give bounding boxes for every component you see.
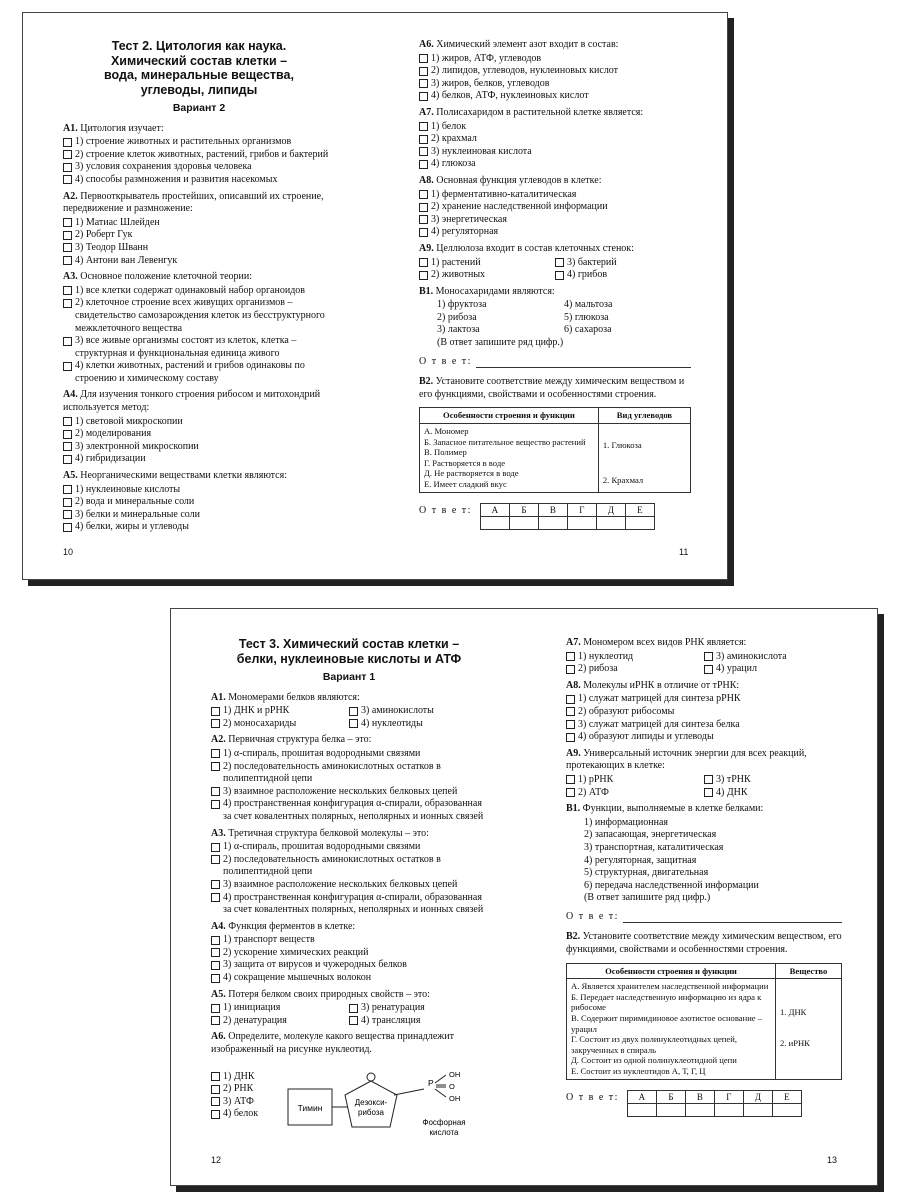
option-text: 1) ферментативно-каталитическая bbox=[431, 188, 577, 200]
checkbox[interactable] bbox=[419, 258, 428, 267]
checkbox[interactable] bbox=[211, 880, 220, 889]
question-a9: А9. Универсальный источник энергии для всех реакций, протекающих в клетке: 1) рРНК 3) тРНК 2) АТФ 4) ДНК bbox=[566, 748, 842, 799]
acid-label-line1: Фосфорная bbox=[422, 1118, 466, 1127]
question bbox=[63, 271, 335, 385]
checkbox[interactable] bbox=[704, 788, 713, 797]
option-text: 3) белки и минеральные соли bbox=[75, 508, 200, 520]
checkbox[interactable] bbox=[211, 787, 220, 796]
checkbox[interactable] bbox=[211, 719, 220, 728]
question-number: А7. bbox=[419, 106, 434, 118]
page-10-column bbox=[63, 39, 335, 538]
checkbox[interactable] bbox=[63, 442, 72, 451]
answer-option[interactable]: 2) РНК bbox=[211, 1083, 281, 1096]
checkbox[interactable] bbox=[349, 1004, 358, 1013]
checkbox[interactable] bbox=[63, 299, 72, 308]
answer-option[interactable] bbox=[63, 217, 335, 230]
option-text: 1) строение животных и растительных организмов bbox=[75, 136, 292, 148]
question-text: Химический элемент азот входит в состав: bbox=[436, 39, 619, 50]
checkbox[interactable] bbox=[211, 948, 220, 957]
question-number: А3. bbox=[211, 827, 226, 839]
answer-option[interactable] bbox=[419, 201, 691, 214]
test-title: Тест 3. Химический состав клетки – белки, нуклеиновые кислоты и АТФ bbox=[236, 637, 462, 666]
checkbox[interactable] bbox=[419, 215, 428, 224]
checkbox[interactable] bbox=[63, 175, 72, 184]
checkbox[interactable] bbox=[419, 135, 428, 144]
checkbox[interactable] bbox=[419, 79, 428, 88]
page-11-column bbox=[419, 39, 691, 530]
question-a1: А1. Мономерами белков являются: 1) ДНК и рРНК 3) аминокислоты 2) моносахариды 4) нуклеотиды bbox=[211, 692, 487, 731]
question bbox=[419, 39, 691, 103]
question-text: Основное положение клеточной теории: bbox=[80, 271, 252, 283]
answer-option[interactable] bbox=[419, 146, 691, 159]
option-text: 1) жиров, АТФ, углеводов bbox=[431, 52, 542, 64]
answer-option[interactable] bbox=[211, 748, 487, 761]
option-text: 3) взаимное расположение нескольких белковых цепей bbox=[223, 785, 458, 797]
checkbox[interactable] bbox=[704, 775, 713, 784]
phosphorus-label: P bbox=[428, 1078, 434, 1088]
checkbox[interactable] bbox=[419, 160, 428, 169]
checkbox[interactable] bbox=[63, 523, 72, 532]
answer-option[interactable]: 3) аминокислота bbox=[704, 651, 842, 664]
answer-line[interactable]: О т в е т: bbox=[419, 356, 691, 369]
checkbox[interactable] bbox=[419, 203, 428, 212]
answer-option[interactable]: 2) животных bbox=[419, 269, 555, 282]
question-a6: А6. Определите, молекуле какого вещества принадлежит изображенный на рисунке нуклеотид. 1) ДНК 2) РНК 3) АТФ 4) белок bbox=[211, 1031, 454, 1120]
checkbox[interactable] bbox=[211, 707, 220, 716]
checkbox[interactable] bbox=[555, 271, 564, 280]
option-text: 4) способы размножения и развития насекомых bbox=[75, 173, 278, 185]
answer-option[interactable] bbox=[211, 934, 487, 947]
question bbox=[63, 123, 335, 187]
question-list bbox=[211, 734, 487, 984]
question-b1: В1. Функции, выполняемые в клетке белками: 1) информационная 2) запасающая, энергетическая 3) транспортная, каталитическая 4) регуляторная, защитная 5) структурная, двигательная 6) передача наследственной информации (В ответ запишите ряд цифр.) bbox=[566, 803, 764, 904]
option-text: 3) взаимное расположение нескольких белковых цепей bbox=[223, 878, 458, 890]
option-text: 1) белок bbox=[431, 120, 467, 132]
answer-grid: А Б В Г Д Е bbox=[627, 1090, 802, 1118]
answer-option[interactable]: 4) белок bbox=[211, 1108, 281, 1121]
answer-cell[interactable] bbox=[567, 517, 596, 530]
answer-option[interactable]: 1) растений bbox=[419, 257, 555, 270]
answer-cell[interactable] bbox=[656, 1104, 685, 1117]
answer-option[interactable]: 1) инициация bbox=[211, 1002, 349, 1015]
answer-option[interactable] bbox=[63, 229, 335, 242]
option-text: 1) нуклеиновые кислоты bbox=[75, 483, 181, 495]
answer-option[interactable] bbox=[211, 786, 487, 799]
answer-cell[interactable] bbox=[625, 517, 654, 530]
question-number: А6. bbox=[419, 39, 434, 50]
answer-cell[interactable] bbox=[743, 1104, 772, 1117]
bond-line bbox=[394, 1089, 424, 1095]
option-text: 1) α-спираль, прошитая водородными связями bbox=[223, 841, 421, 853]
checkbox[interactable] bbox=[566, 775, 575, 784]
question-number: А1. bbox=[63, 122, 78, 134]
checkbox[interactable] bbox=[63, 510, 72, 519]
answer-option[interactable]: 2) рибоза bbox=[566, 663, 704, 676]
answer-option[interactable] bbox=[419, 53, 691, 66]
base-label: Тимин bbox=[297, 1103, 323, 1113]
answer-option[interactable] bbox=[211, 798, 487, 823]
book-spread-test-2 bbox=[22, 12, 728, 580]
checkbox[interactable] bbox=[566, 652, 575, 661]
answer-option[interactable] bbox=[419, 158, 691, 171]
option-text: 2) липидов, углеводов, нуклеиновых кислот bbox=[431, 65, 619, 77]
answer-grid-row: О т в е т: А Б В Г Д Е bbox=[566, 1090, 842, 1118]
option-text: 4) пространственная конфигурация α-спирали, образованная за счет ковалентных полярных, неполярных и ионных связей bbox=[223, 798, 484, 822]
answer-cell[interactable] bbox=[772, 1104, 801, 1117]
answer-option[interactable]: 4) образуют липиды и углеводы bbox=[566, 731, 842, 744]
oh-label: OH bbox=[449, 1094, 461, 1103]
answer-option[interactable] bbox=[211, 879, 487, 892]
option-text: 3) Теодор Шванн bbox=[75, 241, 149, 253]
checkbox[interactable] bbox=[704, 652, 713, 661]
sugar-label-line2: рибоза bbox=[358, 1108, 384, 1117]
option-text: 1) α-спираль, прошитая водородными связями bbox=[223, 747, 421, 759]
question-list bbox=[419, 39, 691, 239]
checkbox[interactable] bbox=[211, 749, 220, 758]
question-b1: В1. Моносахаридами являются: 1) фруктоза 4) мальтоза 2) рибоза 5) глюкоза 3) лактоза 6) сахароза (В ответ запишите ряд цифр.) bbox=[419, 285, 613, 349]
answer-option[interactable] bbox=[419, 189, 691, 202]
checkbox[interactable] bbox=[349, 1016, 358, 1025]
checkbox[interactable] bbox=[211, 1097, 220, 1106]
checkbox[interactable] bbox=[63, 498, 72, 507]
option-text: 2) последовательность аминокислотных остатков в полипептидной цепи bbox=[223, 853, 441, 878]
question-text: Неорганическими веществами клетки являются: bbox=[80, 470, 287, 482]
answer-cell[interactable] bbox=[596, 517, 625, 530]
checkbox[interactable] bbox=[704, 665, 713, 674]
option-text: 1) транспорт веществ bbox=[223, 934, 315, 946]
oh-label: OH bbox=[449, 1070, 461, 1079]
checkbox[interactable] bbox=[211, 1085, 220, 1094]
checkbox[interactable] bbox=[419, 92, 428, 101]
answer-option[interactable] bbox=[63, 416, 335, 429]
option-text: 3) условия сохранения здоровья человека bbox=[75, 161, 252, 173]
checkbox[interactable] bbox=[211, 843, 220, 852]
answer-option[interactable] bbox=[63, 360, 335, 385]
answer-line[interactable]: О т в е т: bbox=[566, 911, 842, 924]
checkbox[interactable] bbox=[63, 430, 72, 439]
option-text: 1) все клетки содержат одинаковый набор органоидов bbox=[75, 284, 306, 296]
option-text: 3) электронной микроскопии bbox=[75, 440, 199, 452]
answer-option[interactable]: 2) образуют рибосомы bbox=[566, 706, 842, 719]
checkbox[interactable] bbox=[419, 122, 428, 131]
option-text: 2) моделирования bbox=[75, 428, 152, 440]
checkbox[interactable] bbox=[419, 54, 428, 63]
answer-cell[interactable] bbox=[714, 1104, 743, 1117]
answer-cell[interactable] bbox=[538, 517, 567, 530]
answer-option[interactable]: 4) ДНК bbox=[704, 787, 842, 800]
option-text: 3) нуклеиновая кислота bbox=[431, 145, 532, 157]
answer-option[interactable]: 1) ДНК и рРНК bbox=[211, 705, 349, 718]
option-text: 2) ускорение химических реакций bbox=[223, 946, 369, 958]
option-text: 2) клеточное строение всех живущих организмов – свидетельство самозарождения клеток из бесструктурного межклеточного вещества bbox=[75, 297, 325, 334]
checkbox[interactable] bbox=[555, 258, 564, 267]
answer-cell[interactable] bbox=[509, 517, 538, 530]
o-label: O bbox=[449, 1082, 455, 1091]
answer-cell[interactable] bbox=[685, 1104, 714, 1117]
answer-option[interactable] bbox=[211, 959, 487, 972]
answer-cell[interactable] bbox=[480, 517, 509, 530]
page-number: 10 bbox=[63, 547, 74, 557]
answer-option[interactable] bbox=[211, 972, 487, 985]
answer-option[interactable] bbox=[419, 65, 691, 78]
answer-option[interactable] bbox=[211, 841, 487, 854]
answer-grid-row: О т в е т: А Б В Г Д Е bbox=[419, 503, 691, 531]
answer-option[interactable]: 4) грибов bbox=[555, 269, 691, 282]
answer-option[interactable] bbox=[63, 149, 335, 162]
option-text: 4) белков, АТФ, нуклеиновых кислот bbox=[431, 90, 589, 102]
question-b2: В2. Установите соответствие между химическим веществом и его функциями, свойствами и особенностями строения. bbox=[419, 376, 685, 400]
answer-option[interactable] bbox=[419, 214, 691, 227]
option-text: 2) вода и минеральные соли bbox=[75, 496, 195, 508]
option-text: 2) хранение наследственной информации bbox=[431, 201, 608, 213]
answer-option[interactable] bbox=[63, 297, 335, 335]
checkbox[interactable] bbox=[63, 243, 72, 252]
answer-option[interactable] bbox=[63, 335, 335, 360]
page-12-column bbox=[211, 637, 487, 1125]
answer-option[interactable]: 3) бактерий bbox=[555, 257, 691, 270]
option-text: 4) Антони ван Левенгук bbox=[75, 254, 178, 266]
checkbox[interactable] bbox=[63, 362, 72, 371]
option-text: 2) последовательность аминокислотных остатков в полипептидной цепи bbox=[223, 760, 441, 785]
answer-option[interactable]: 1) рРНК bbox=[566, 774, 704, 787]
question-number: А8. bbox=[419, 174, 434, 186]
question bbox=[63, 191, 335, 268]
checkbox[interactable] bbox=[566, 707, 575, 716]
answer-option[interactable] bbox=[211, 947, 487, 960]
option-text: 4) пространственная конфигурация α-спирали, образованная за счет ковалентных полярных, неполярных и ионных связей bbox=[223, 891, 484, 916]
answer-option[interactable] bbox=[211, 892, 487, 917]
checkbox[interactable] bbox=[566, 720, 575, 729]
checkbox[interactable] bbox=[349, 707, 358, 716]
checkbox[interactable] bbox=[566, 665, 575, 674]
answer-option[interactable]: 3) тРНК bbox=[704, 774, 842, 787]
question-a7: А7. Мономером всех видов РНК является: 1) нуклеотид 3) аминокислота 2) рибоза 4) урацил bbox=[566, 637, 842, 676]
question-text: Третичная структура белковой молекулы – это: bbox=[228, 827, 429, 839]
option-text: 4) гибридизации bbox=[75, 453, 146, 465]
checkbox[interactable] bbox=[211, 855, 220, 864]
checkbox[interactable] bbox=[211, 974, 220, 983]
answer-option[interactable] bbox=[419, 133, 691, 146]
answer-option[interactable]: 4) нуклеотиды bbox=[349, 718, 487, 731]
answer-option[interactable]: 2) моносахариды bbox=[211, 718, 349, 731]
answer-option[interactable]: 3) ренатурация bbox=[349, 1002, 487, 1015]
option-text: 1) световой микроскопии bbox=[75, 415, 183, 427]
option-text: 1) Матиас Шлейден bbox=[75, 216, 160, 228]
answer-option[interactable] bbox=[63, 285, 335, 298]
bond-line bbox=[435, 1089, 446, 1097]
nucleotide-diagram bbox=[286, 1065, 486, 1145]
question bbox=[211, 921, 487, 985]
checkbox[interactable] bbox=[566, 695, 575, 704]
answer-option[interactable]: 3) аминокислоты bbox=[349, 705, 487, 718]
question-text: Полисахаридом в растительной клетке является: bbox=[436, 106, 644, 118]
question-list bbox=[63, 123, 335, 534]
checkbox[interactable] bbox=[211, 762, 220, 771]
answer-option[interactable]: 3) служат матрицей для синтеза белка bbox=[566, 719, 842, 732]
variant-label: Вариант 1 bbox=[322, 671, 376, 683]
bond-line bbox=[435, 1075, 446, 1083]
answer-option[interactable]: 1) ДНК bbox=[211, 1071, 281, 1084]
checkbox[interactable] bbox=[63, 138, 72, 147]
answer-option[interactable] bbox=[63, 509, 335, 522]
page-number: 11 bbox=[679, 547, 689, 557]
oxygen-ring-atom bbox=[367, 1073, 375, 1081]
question-text: Первичная структура белка – это: bbox=[228, 734, 372, 746]
answer-option[interactable] bbox=[419, 78, 691, 91]
question-number: А5. bbox=[63, 470, 78, 482]
checkbox[interactable] bbox=[566, 788, 575, 797]
answer-option[interactable] bbox=[211, 761, 487, 786]
question-number: А4. bbox=[211, 920, 226, 932]
checkbox[interactable] bbox=[419, 228, 428, 237]
question bbox=[63, 389, 335, 466]
answer-option[interactable] bbox=[63, 255, 335, 268]
option-text: 4) белки, жиры и углеводы bbox=[75, 521, 189, 533]
question bbox=[419, 175, 691, 239]
answer-option[interactable]: 2) денатурация bbox=[211, 1015, 349, 1028]
checkbox[interactable] bbox=[63, 150, 72, 159]
option-text: 2) строение клеток животных, растений, грибов и бактерий bbox=[75, 148, 329, 160]
question-text: Цитология изучает: bbox=[80, 122, 164, 134]
checkbox[interactable] bbox=[211, 1072, 220, 1081]
checkbox[interactable] bbox=[63, 218, 72, 227]
checkbox[interactable] bbox=[63, 455, 72, 464]
answer-option[interactable] bbox=[211, 854, 487, 879]
checkbox[interactable] bbox=[211, 1004, 220, 1013]
checkbox[interactable] bbox=[63, 337, 72, 346]
checkbox[interactable] bbox=[63, 286, 72, 295]
answer-option[interactable] bbox=[419, 226, 691, 239]
question-b2: В2. Установите соответствие между химическим веществом, его функциями, свойствами и особенностями строения. bbox=[566, 931, 842, 956]
answer-option[interactable] bbox=[63, 453, 335, 466]
question bbox=[211, 828, 487, 917]
checkbox[interactable] bbox=[63, 163, 72, 172]
checkbox[interactable] bbox=[63, 417, 72, 426]
answer-option[interactable] bbox=[419, 121, 691, 134]
question-text: Функция ферментов в клетке: bbox=[228, 920, 356, 932]
question bbox=[63, 470, 335, 534]
option-text: 3) жиров, белков, углеводов bbox=[431, 77, 550, 89]
answer-cell[interactable] bbox=[627, 1104, 656, 1117]
answer-option[interactable]: 4) урацил bbox=[704, 663, 842, 676]
option-text: 3) защита от вирусов и чужеродных белков bbox=[223, 959, 407, 971]
sugar-label-line1: Дезокси- bbox=[354, 1098, 388, 1107]
option-text: 3) все живые организмы состоят из клеток, клетка – структурная и функциональная единица живого bbox=[75, 335, 297, 359]
checkbox[interactable] bbox=[419, 67, 428, 76]
answer-option[interactable] bbox=[63, 496, 335, 509]
answer-option[interactable] bbox=[419, 90, 691, 103]
matching-table: Особенности строения и функции Вид углеводов А. Мономер Б. Запасное питательное вещество растений В. Полимер Г. Растворяется в воде Д. Не растворяется в воде Е. Имеет сладкий вкус 1. Глюкоза 2. Крахмал bbox=[419, 407, 691, 492]
answer-option[interactable] bbox=[63, 441, 335, 454]
page-13-column bbox=[566, 637, 842, 1117]
answer-option[interactable] bbox=[63, 242, 335, 255]
checkbox[interactable] bbox=[211, 800, 220, 809]
answer-option[interactable]: 1) служат матрицей для синтеза рРНК bbox=[566, 693, 842, 706]
checkbox[interactable] bbox=[566, 733, 575, 742]
test-title: Тест 2. Цитология как наука. Химический состав клетки – вода, минеральные вещества, углеводы, липиды bbox=[104, 39, 294, 97]
checkbox[interactable] bbox=[211, 1016, 220, 1025]
answer-field[interactable] bbox=[476, 358, 691, 368]
answer-option[interactable]: 4) трансляция bbox=[349, 1015, 487, 1028]
book-spread-test-3 bbox=[170, 608, 878, 1186]
option-text: 4) клетки животных, растений и грибов одинаковы по строению и химическому составу bbox=[75, 360, 305, 384]
checkbox[interactable] bbox=[63, 485, 72, 494]
matching-table: Особенности строения и функции Вещество А. Является хранителем наследственной информации Б. Передает наследственную информацию из ядра к рибосоме В. Содержит пиримидиновое азотистое основание – урацил Г. Состоит из двух полинуклеотидных цепей, закрученных в спираль Д. Состоит из одной полинуклеотидной цепи Е. Состоит из нуклеотидов А, Т, Г, Ц 1. ДНК 2. иРНК bbox=[566, 963, 842, 1080]
question-number: А2. bbox=[211, 734, 226, 746]
page-number: 13 bbox=[827, 1155, 838, 1165]
checkbox[interactable] bbox=[211, 893, 220, 902]
checkbox[interactable] bbox=[419, 190, 428, 199]
checkbox[interactable] bbox=[63, 231, 72, 240]
acid-label-line2: кислота bbox=[429, 1128, 459, 1137]
question-a9: А9. Целлюлоза входит в состав клеточных стенок: 1) растений 3) бактерий 2) животных 4) грибов bbox=[419, 243, 691, 282]
answer-option[interactable] bbox=[63, 136, 335, 149]
answer-field[interactable] bbox=[623, 913, 842, 923]
question bbox=[211, 734, 487, 823]
option-text: 4) регуляторная bbox=[431, 226, 499, 238]
checkbox[interactable] bbox=[211, 961, 220, 970]
option-text: 4) сокращение мышечных волокон bbox=[223, 972, 372, 984]
checkbox[interactable] bbox=[211, 1110, 220, 1119]
option-text: 2) Роберт Гук bbox=[75, 229, 133, 241]
answer-option[interactable] bbox=[63, 484, 335, 497]
question-text: Для изучения тонкого строения рибосом и митохондрий используется метод: bbox=[63, 389, 321, 414]
option-text: 3) энергетическая bbox=[431, 213, 507, 225]
answer-option[interactable]: 1) нуклеотид bbox=[566, 651, 704, 664]
answer-option[interactable] bbox=[63, 521, 335, 534]
answer-option[interactable]: 3) АТФ bbox=[211, 1096, 281, 1109]
option-text: 4) глюкоза bbox=[431, 158, 476, 170]
checkbox[interactable] bbox=[63, 256, 72, 265]
answer-grid: А Б В Г Д Е bbox=[480, 503, 655, 531]
page-number: 12 bbox=[211, 1155, 222, 1165]
checkbox[interactable] bbox=[419, 147, 428, 156]
answer-option[interactable] bbox=[63, 428, 335, 441]
question-a5: А5. Потеря белком своих природных свойств – это: 1) инициация 3) ренатурация 2) денатурация 4) трансляция bbox=[211, 989, 487, 1028]
answer-option[interactable]: 2) АТФ bbox=[566, 787, 704, 800]
option-text: 2) крахмал bbox=[431, 133, 477, 145]
answer-option[interactable] bbox=[63, 174, 335, 187]
question-text: Первооткрыватель простейших, описавший их строение, передвижение и размножение: bbox=[63, 190, 324, 215]
question bbox=[419, 107, 691, 171]
variant-label: Вариант 2 bbox=[172, 102, 226, 114]
checkbox[interactable] bbox=[349, 719, 358, 728]
question-a8: А8. Молекулы иРНК в отличие от тРНК: 1) служат матрицей для синтеза рРНК 2) образуют рибосомы 3) служат матрицей для синтеза белка 4) образуют липиды и углеводы bbox=[566, 680, 842, 744]
checkbox[interactable] bbox=[419, 271, 428, 280]
checkbox[interactable] bbox=[211, 936, 220, 945]
question-number: А3. bbox=[63, 271, 78, 283]
question-number: А4. bbox=[63, 389, 78, 401]
question-text: Основная функция углеводов в клетке: bbox=[436, 174, 602, 186]
answer-option[interactable] bbox=[63, 161, 335, 174]
question-number: А2. bbox=[63, 190, 78, 202]
